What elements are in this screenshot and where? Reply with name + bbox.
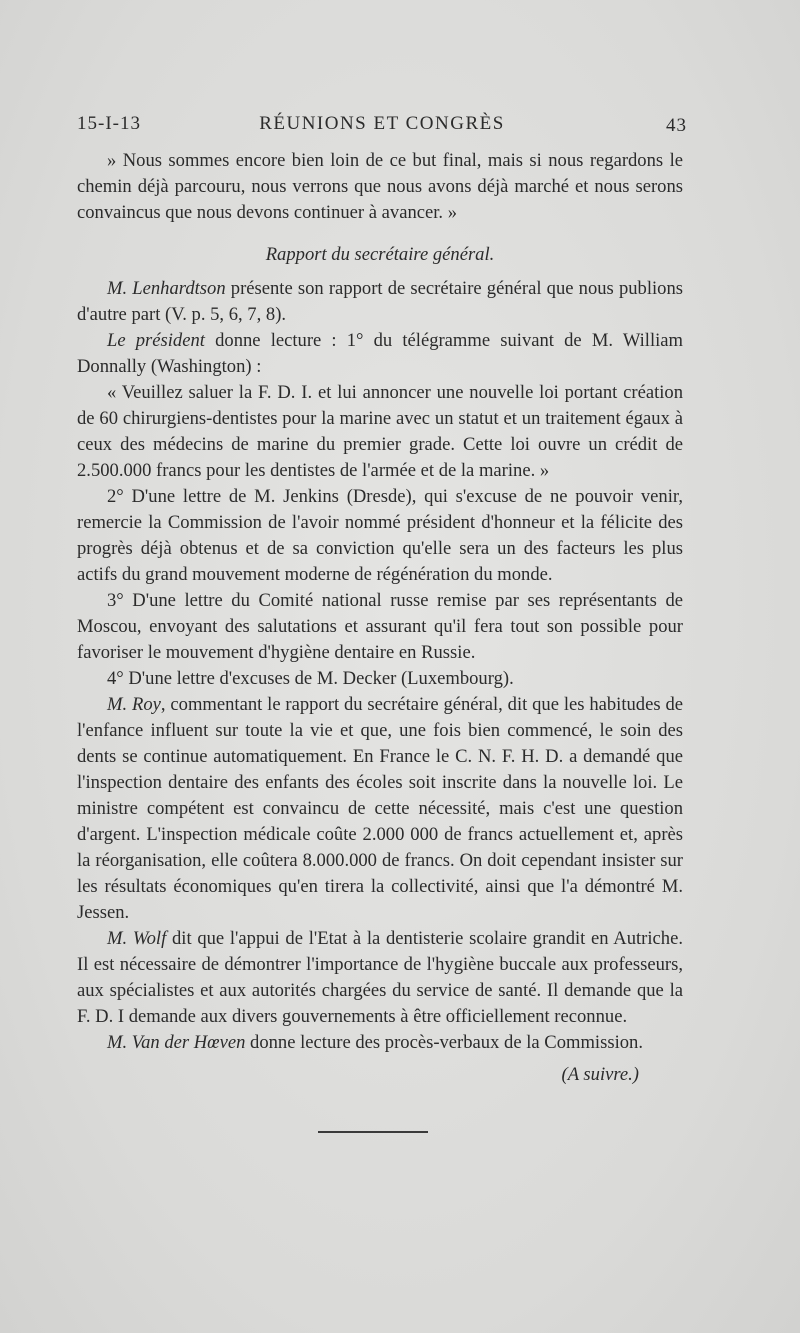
speaker-name: M. Van der Hœven (107, 1032, 246, 1053)
header-date: 15-I-13 (77, 113, 141, 134)
a-suivre: (A suivre.) (561, 1064, 639, 1085)
paragraph-text: , commentant le rapport du secrétaire général, dit que les habitudes de l'enfance influent sur toute la vie et que, une fois bien commencé, le soin des dents se continue automatiquement. En France le C. N. F. H. D. a demandé que l'inspection dentaire des enfants des écoles soit inscrite dans la nouvelle loi. Le ministre compétent est convaincu de cette nécessité, mais c'est une question d'argent. L'inspection médicale coûte 2.000 000 de francs actuellement et, après la réorganisation, elle coûtera 8.000.000 de francs. On doit cependant insister sur les résultats économiques qu'en tirera la collectivité, ainsi que l'a démontré M. Jessen. (77, 694, 683, 923)
body-text (77, 148, 683, 1088)
paragraph-text: donne lecture : 1° du télégramme suivant de M. William Donnally (Washington) : (77, 330, 683, 377)
page-number: 43 (666, 115, 687, 136)
speaker-name: M. Roy (107, 694, 161, 715)
paragraph-text: dit que l'appui de l'Etat à la dentisterie scolaire grandit en Autriche. Il est nécessaire de démontrer l'importance de l'hygiène buccale aux professeurs, aux spécialistes et aux autorités chargées du service de santé. Il demande que la F. D. I demande aux divers gouvernements à être officiellement reconnue. (77, 928, 683, 1027)
paragraph-jenkins: 2° D'une lettre de M. Jenkins (Dresde), qui s'excuse de ne pouvoir venir, remercie la Commission de l'avoir nommé président d'honneur et la félicite des progrès déjà obtenus et de sa conviction qu'elle sera un des facteurs les plus actifs du grand mouvement moderne de régénération du monde. (77, 486, 683, 585)
paragraph-text: donne lecture des procès-verbaux de la Commission. (245, 1032, 643, 1053)
section-title: Rapport du secrétaire général. (265, 244, 495, 265)
running-header (77, 113, 687, 143)
speaker-name: Le président (107, 330, 205, 351)
paragraph-quote-end: » Nous sommes encore bien loin de ce but final, mais si nous regardons le chemin déjà parcouru, nous verrons que nous avons déjà marché et nous serons convaincus que nous devons continuer à avancer. » (77, 150, 683, 223)
closing-rule (318, 1131, 428, 1133)
header-title: RÉUNIONS ET CONGRÈS (259, 113, 505, 134)
paragraph-comite-russe: 3° D'une lettre du Comité national russe remise par ses représentants de Moscou, envoyant des salutations et assurant qu'il fera tout son possible pour favoriser le mouvement d'hygiène dentaire en Russie. (77, 590, 683, 663)
paragraph-lenhardtson (77, 276, 683, 328)
paragraph-president (77, 328, 683, 380)
paragraph-text: présente son rapport de secrétaire général que nous publions d'autre part (V. p. 5, 6, 7, 8). (77, 278, 684, 325)
paragraph-wolf (77, 926, 683, 1030)
paragraph-van-der-hoeven (77, 1030, 683, 1056)
paragraph-decker: 4° D'une lettre d'excuses de M. Decker (Luxembourg). (107, 668, 514, 689)
paragraph-telegram: « Veuillez saluer la F. D. I. et lui annoncer une nouvelle loi portant création de 60 chirurgiens-dentistes pour la marine avec un statut et un traitement égaux à ceux des médecins de marine du premier grade. Cette loi ouvre un crédit de 2.500.000 francs pour les dentistes de l'armée et de la marine. » (77, 382, 683, 481)
speaker-name: M. Wolf (107, 928, 167, 949)
speaker-name: M. Lenhardtson (107, 278, 226, 299)
paragraph-roy (77, 692, 683, 926)
